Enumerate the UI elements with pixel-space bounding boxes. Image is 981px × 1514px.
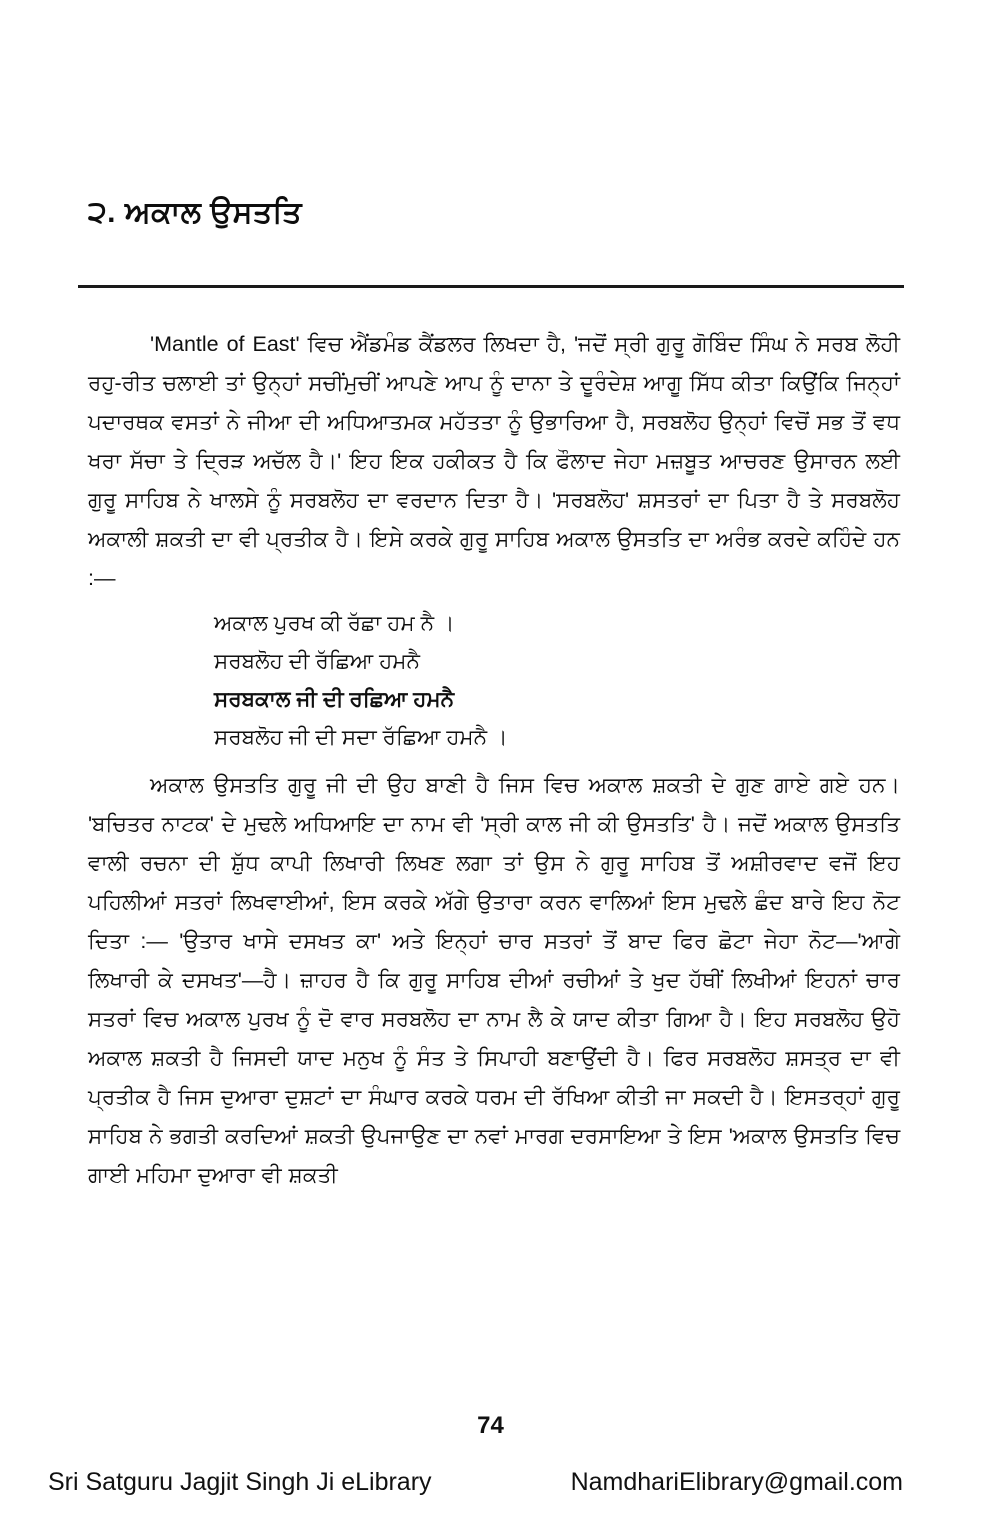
page-footer <box>0 1462 981 1502</box>
verse-line: ਸਰਬਕਾਲ ਜੀ ਦੀ ਰਛਿਆ ਹਮਨੈ <box>214 687 455 711</box>
verse-line: ਸਰਬਲੋਹ ਜੀ ਦੀ ਸਦਾ ਰੱਛਿਆ ਹਮਨੈ । <box>214 725 508 749</box>
page-number: 74 <box>477 1412 504 1439</box>
footer-library-name: Sri Satguru Jagjit Singh Ji eLibrary <box>48 1467 432 1496</box>
verse-line: ਸਰਬਲੋਹ ਦੀ ਰੱਛਿਆ ਹਮਨੈ <box>214 649 420 673</box>
body-text <box>88 325 900 1201</box>
paragraph: ਅਕਾਲ ਉਸਤਤਿ ਗੁਰੂ ਜੀ ਦੀ ਉਹ ਬਾਣੀ ਹੈ ਜਿਸ ਵਿਚ ਅਕਾਲ ਸ਼ਕਤੀ ਦੇ ਗੁਣ ਗਾਏ ਗਏ ਹਨ। 'ਬਚਿਤਰ ਨਾਟਕ' ਦੇ ਮੁਢਲੇ ਅਧਿਆਇ ਦਾ ਨਾਮ ਵੀ 'ਸ੍ਰੀ ਕਾਲ ਜੀ ਕੀ ਉਸਤਤਿ' ਹੈ। ਜਦੋਂ ਅਕਾਲ ਉਸਤਤਿ ਵਾਲੀ ਰਚਨਾ ਦੀ ਸ਼ੁੱਧ ਕਾਪੀ ਲਿਖਾਰੀ ਲਿਖਣ ਲਗਾ ਤਾਂ ਉਸ ਨੇ ਗੁਰੂ ਸਾਹਿਬ ਤੋਂ ਅਸ਼ੀਰਵਾਦ ਵਜੋਂ ਇਹ ਪਹਿਲੀਆਂ ਸਤਰਾਂ ਲਿਖਵਾਈਆਂ, ਇਸ ਕਰਕੇ ਅੱਗੇ ਉਤਾਰਾ ਕਰਨ ਵਾਲਿਆਂ ਇਸ ਮੁਢਲੇ ਛੰਦ ਬਾਰੇ ਇਹ ਨੋਟ ਦਿਤਾ :— 'ਉਤਾਰ ਖਾਸੇ ਦਸਖਤ ਕਾ' ਅਤੇ ਇਨ੍ਹਾਂ ਚਾਰ ਸਤਰਾਂ ਤੋਂ ਬਾਦ ਫਿਰ ਛੋਟਾ ਜੇਹਾ ਨੋਟ—'ਆਗੇ ਲਿਖਾਰੀ ਕੇ ਦਸਖਤ'—ਹੈ। ਜ਼ਾਹਰ ਹੈ ਕਿ ਗੁਰੂ ਸਾਹਿਬ ਦੀਆਂ ਰਚੀਆਂ ਤੇ ਖੁਦ ਹੱਥੀਂ ਲਿਖੀਆਂ ਇਹਨਾਂ ਚਾਰ ਸਤਰਾਂ ਵਿਚ ਅਕਾਲ ਪੁਰਖ ਨੂੰ ਦੋ ਵਾਰ ਸਰਬਲੋਹ ਦਾ ਨਾਮ ਲੈ ਕੇ ਯਾਦ ਕੀਤਾ ਗਿਆ ਹੈ। ਇਹ ਸਰਬਲੋਹ ਉਹੋ ਅਕਾਲ ਸ਼ਕਤੀ ਹੈ ਜਿਸਦੀ ਯਾਦ ਮਨੁਖ ਨੂੰ ਸੰਤ ਤੇ ਸਿਪਾਹੀ ਬਣਾਉਂਦੀ ਹੈ। ਫਿਰ ਸਰਬਲੋਹ ਸ਼ਸਤ੍ਰ ਦਾ ਵੀ ਪ੍ਰਤੀਕ ਹੈ ਜਿਸ ਦੁਆਰਾ ਦੁਸ਼ਟਾਂ ਦਾ ਸੰਘਾਰ ਕਰਕੇ ਧਰਮ ਦੀ ਰੱਖਿਆ ਕੀਤੀ ਜਾ ਸਕਦੀ ਹੈ। ਇਸਤਰ੍ਹਾਂ ਗੁਰੂ ਸਾਹਿਬ ਨੇ ਭਗਤੀ ਕਰਦਿਆਂ ਸ਼ਕਤੀ ਉਪਜਾਉਣ ਦਾ ਨਵਾਂ ਮਾਰਗ ਦਰਸਾਇਆ ਤੇ ਇਸ 'ਅਕਾਲ ਉਸਤਤਿ ਵਿਚ ਗਾਈ ਮਹਿਮਾ ਦੁਆਰਾ ਵੀ ਸ਼ਕਤੀ <box>88 773 900 1187</box>
footer-email: NamdhariElibrary@gmail.com <box>570 1467 903 1496</box>
paragraph: 'Mantle of East' ਵਿਚ ਐਂਡਮੰਡ ਕੈਂਡਲਰ ਲਿਖਦਾ ਹੈ, 'ਜਦੋਂ ਸ੍ਰੀ ਗੁਰੂ ਗੋਬਿੰਦ ਸਿੰਘ ਨੇ ਸਰਬ ਲੋਹੀ ਰਹੁ-ਰੀਤ ਚਲਾਈ ਤਾਂ ਉਨ੍ਹਾਂ ਸਚੀਂਮੁਚੀਂ ਆਪਣੇ ਆਪ ਨੂੰ ਦਾਨਾ ਤੇ ਦੂਰੰਦੇਸ਼ ਆਗੂ ਸਿੱਧ ਕੀਤਾ ਕਿਉਂਕਿ ਜਿਨ੍ਹਾਂ ਪਦਾਰਥਕ ਵਸਤਾਂ ਨੇ ਜੀਆ ਦੀ ਅਧਿਆਤਮਕ ਮਹੱਤਤਾ ਨੂੰ ਉਭਾਰਿਆ ਹੈ, ਸਰਬਲੋਹ ਉਨ੍ਹਾਂ ਵਿਚੋਂ ਸਭ ਤੋਂ ਵਧ ਖਰਾ ਸੱਚਾ ਤੇ ਦ੍ਰਿੜ ਅਚੱਲ ਹੈ।' ਇਹ ਇਕ ਹਕੀਕਤ ਹੈ ਕਿ ਫੌਲਾਦ ਜੇਹਾ ਮਜ਼ਬੂਤ ਆਚਰਣ ਉਸਾਰਨ ਲਈ ਗੁਰੂ ਸਾਹਿਬ ਨੇ ਖਾਲਸੇ ਨੂੰ ਸਰਬਲੋਹ ਦਾ ਵਰਦਾਨ ਦਿਤਾ ਹੈ। 'ਸਰਬਲੋਹ' ਸ਼ਸਤਰਾਂ ਦਾ ਪਿਤਾ ਹੈ ਤੇ ਸਰਬਲੋਹ ਅਕਾਲੀ ਸ਼ਕਤੀ ਦਾ ਵੀ ਪ੍ਰਤੀਕ ਹੈ। ਇਸੇ ਕਰਕੇ ਗੁਰੂ ਸਾਹਿਬ ਅਕਾਲ ਉਸਤਤਿ ਦਾ ਅਰੰਭ ਕਰਦੇ ਕਹਿੰਦੇ ਹਨ :— <box>88 332 900 590</box>
page-title: ੨. ਅਕਾਲ ਉਸਤਤਿ <box>88 196 303 229</box>
verse-line: ਅਕਾਲ ਪੁਰਖ ਕੀ ਰੱਛਾ ਹਮ ਨੈ । <box>214 611 455 635</box>
heading-divider <box>78 285 904 288</box>
verse-block <box>88 604 900 756</box>
